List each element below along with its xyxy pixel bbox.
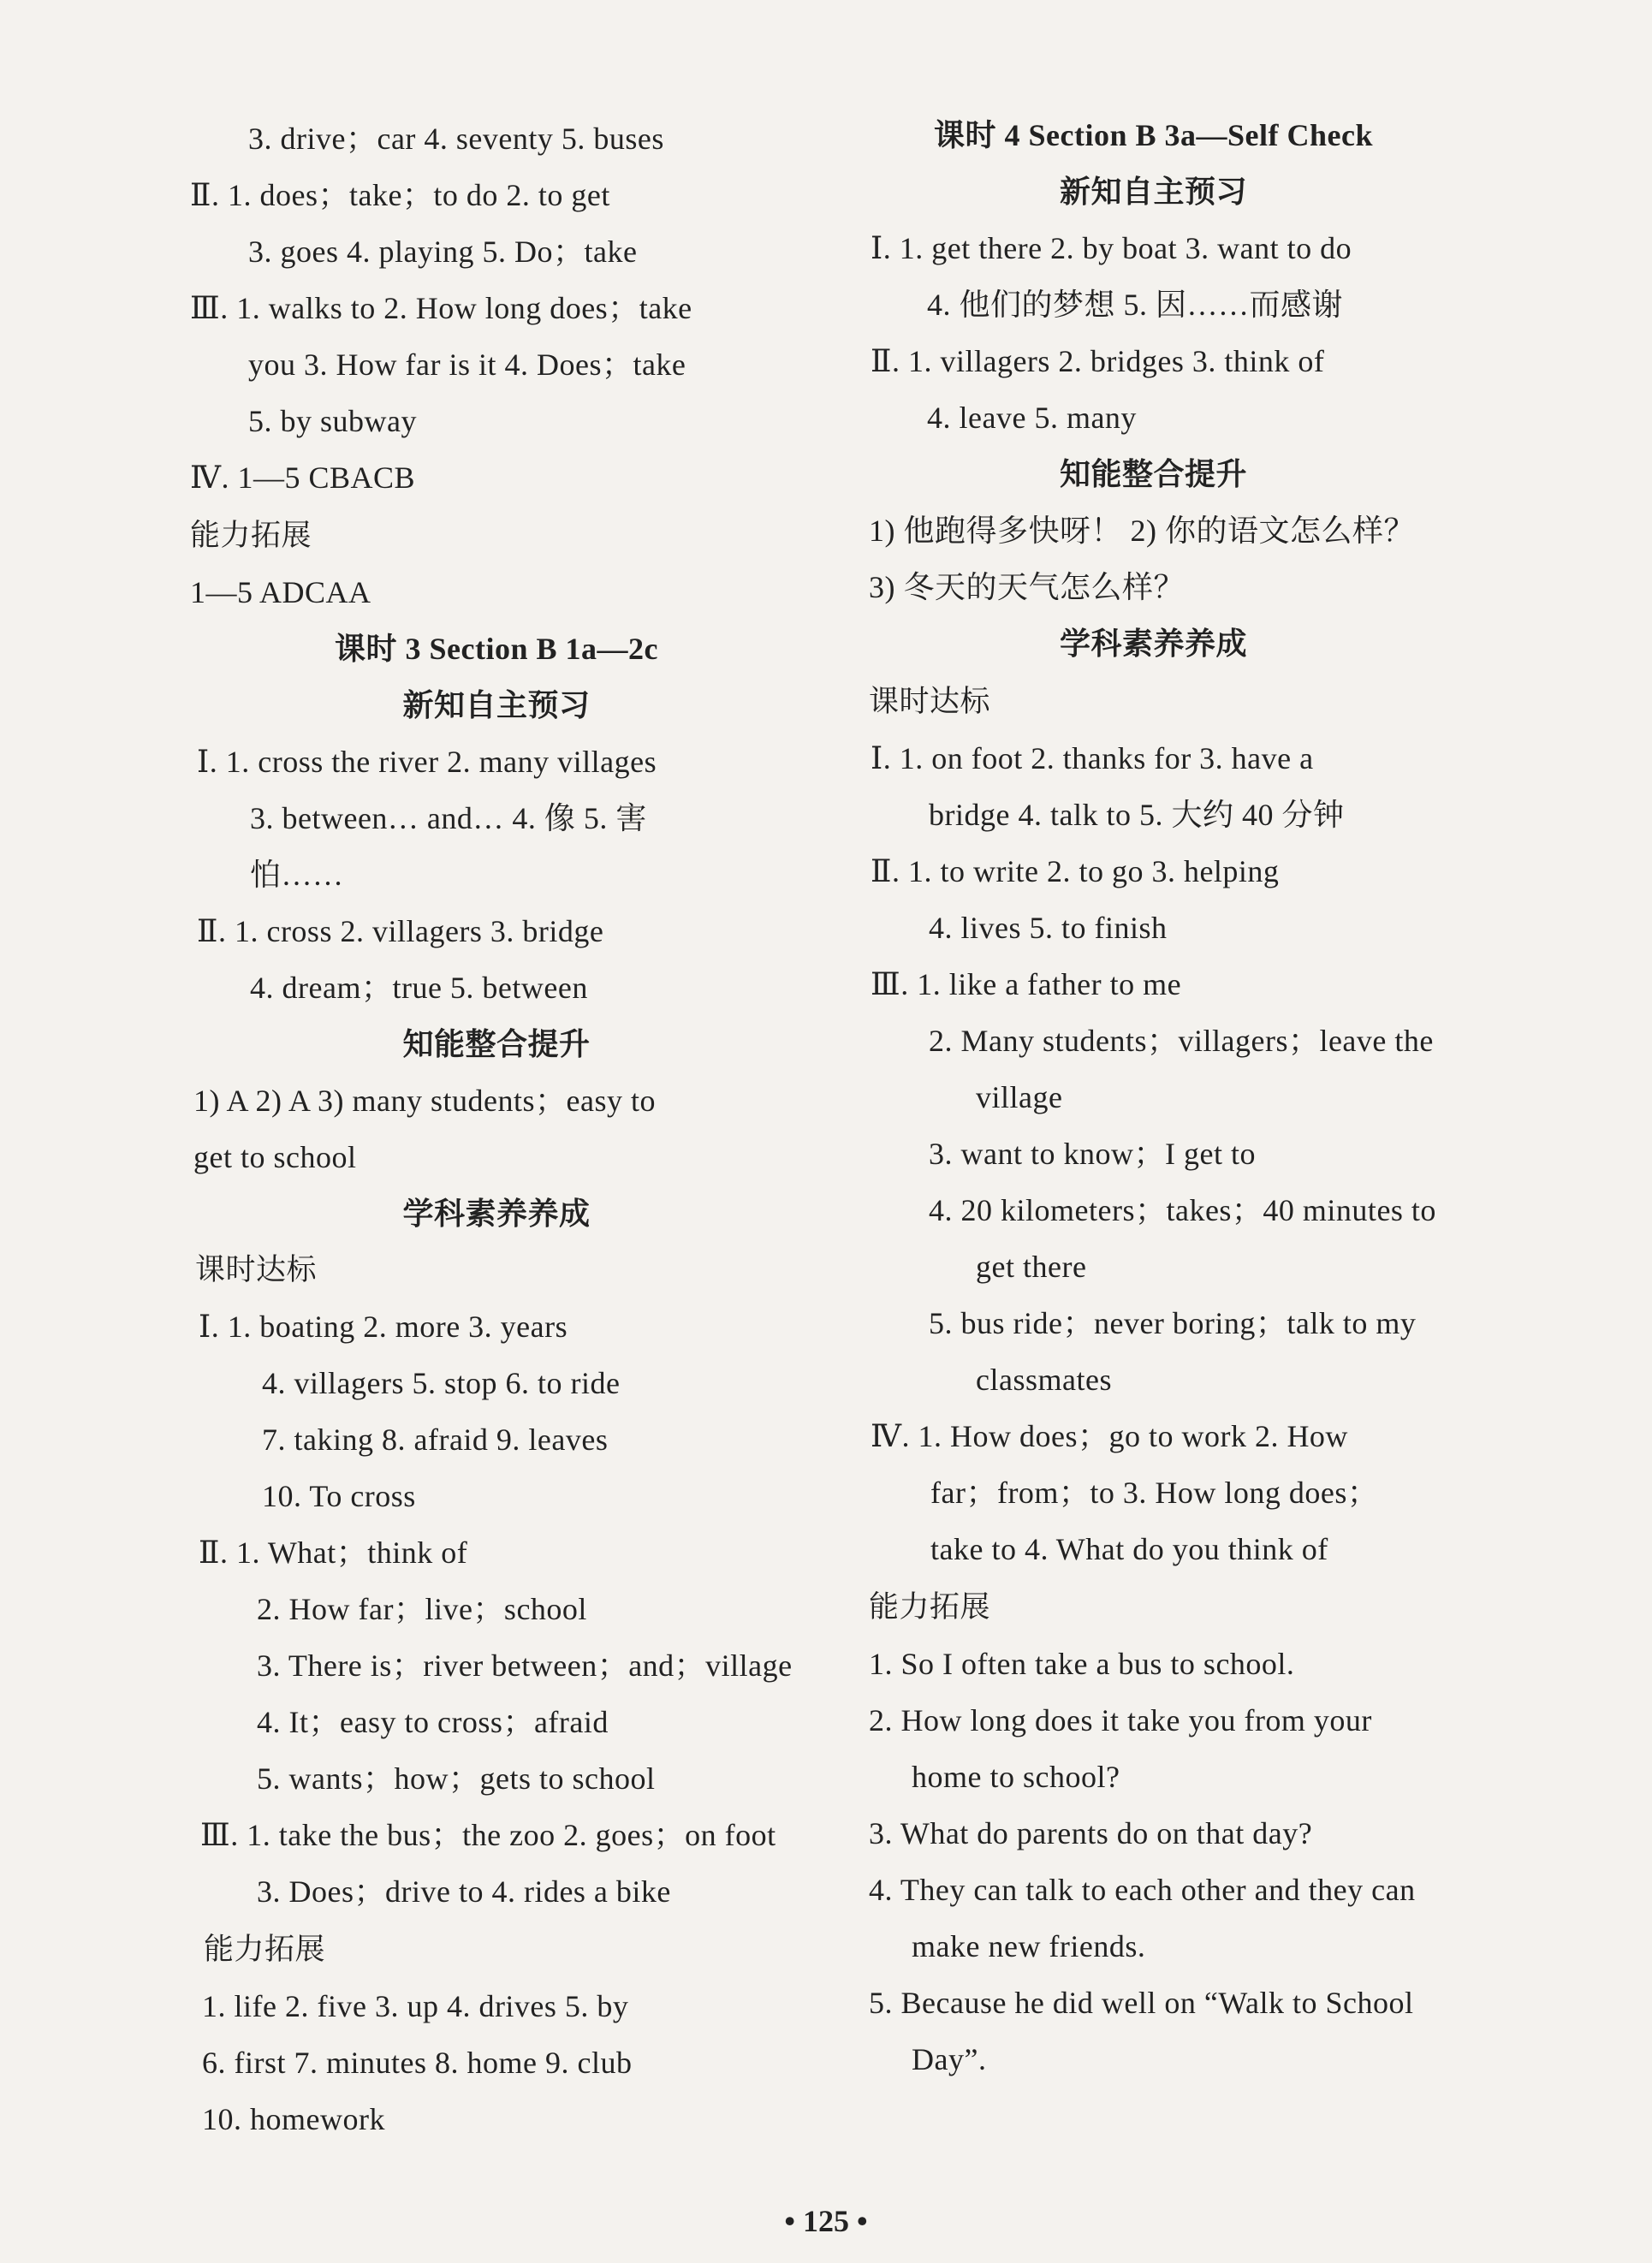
section-label: 能力拓展 bbox=[869, 1590, 991, 1624]
answer-line: far；from；to 3. How long does； bbox=[930, 1476, 1379, 1510]
answer-line: 4. 20 kilometers；takes；40 minutes to bbox=[929, 1193, 1436, 1227]
answer-line: Ⅱ. 1. villagers 2. bridges 3. think of bbox=[871, 344, 1325, 378]
answer-line: 4. villagers 5. stop 6. to ride bbox=[262, 1366, 621, 1400]
section-label: 课时达标 bbox=[195, 1253, 318, 1286]
answer-line: 怕…… bbox=[250, 858, 344, 892]
answer-line: 2. How far；live；school bbox=[257, 1592, 587, 1626]
answer-line: 3. want to know；I get to bbox=[929, 1137, 1256, 1171]
answer-line: 10. To cross bbox=[262, 1479, 416, 1513]
answer-line: Ⅰ. 1. boating 2. more 3. years bbox=[199, 1310, 568, 1344]
answer-line: 3. between… and… 4. 像 5. 害 bbox=[250, 801, 647, 835]
section-label: 能力拓展 bbox=[204, 1933, 326, 1966]
answer-line: 5. by subway bbox=[248, 404, 417, 438]
answer-line: 7. taking 8. afraid 9. leaves bbox=[262, 1423, 609, 1457]
answer-line: 4. leave 5. many bbox=[927, 401, 1137, 435]
answer-line: 3. drive；car 4. seventy 5. buses bbox=[248, 122, 664, 156]
answer-line: Ⅳ. 1. How does；go to work 2. How bbox=[871, 1419, 1348, 1453]
answer-line: 1. So I often take a bus to school. bbox=[869, 1647, 1295, 1681]
answer-line: Ⅱ. 1. to write 2. to go 3. helping bbox=[871, 854, 1280, 888]
answer-line: 3. There is；river between；and；village bbox=[257, 1648, 793, 1683]
answer-line: 3) 冬天的天气怎么样？ bbox=[869, 570, 1185, 604]
answer-line: village bbox=[976, 1080, 1063, 1114]
answer-line: Ⅲ. 1. like a father to me bbox=[871, 967, 1182, 1001]
section-heading: 知能整合提升 bbox=[402, 1027, 591, 1061]
answer-line: Ⅰ. 1. cross the river 2. many villages bbox=[197, 745, 657, 779]
answer-line: 3. What do parents do on that day? bbox=[869, 1816, 1313, 1850]
answer-line: Ⅲ. 1. walks to 2. How long does；take bbox=[190, 291, 692, 325]
answer-line: 10. homework bbox=[202, 2102, 385, 2136]
answer-line: Ⅱ. 1. does；take；to do 2. to get bbox=[190, 178, 610, 212]
section-heading: 课时 4 Section B 3a—Self Check bbox=[934, 118, 1373, 152]
answer-line: 1) A 2) A 3) many students；easy to bbox=[193, 1084, 656, 1118]
answer-line: Ⅳ. 1—5 CBACB bbox=[190, 460, 416, 495]
answer-line: 5. wants；how；gets to school bbox=[257, 1761, 656, 1796]
answer-line: 1. life 2. five 3. up 4. drives 5. by bbox=[202, 1989, 629, 2023]
answer-line: 3. goes 4. playing 5. Do；take bbox=[248, 235, 638, 269]
answer-line: 3. Does；drive to 4. rides a bike bbox=[257, 1874, 671, 1909]
answer-line: 4. It；easy to cross；afraid bbox=[257, 1705, 609, 1739]
answer-line: 5. Because he did well on “Walk to School bbox=[869, 1986, 1414, 2020]
answer-line: 4. dream；true 5. between bbox=[250, 971, 588, 1005]
page-number: • 125 • bbox=[784, 2204, 868, 2238]
answer-line: 6. first 7. minutes 8. home 9. club bbox=[202, 2046, 633, 2080]
answer-line: Ⅱ. 1. cross 2. villagers 3. bridge bbox=[197, 914, 604, 948]
section-heading: 知能整合提升 bbox=[1059, 457, 1247, 491]
answer-line: take to 4. What do you think of bbox=[930, 1532, 1328, 1566]
section-heading: 新知自主预习 bbox=[1059, 175, 1247, 209]
answer-line: make new friends. bbox=[912, 1929, 1146, 1963]
section-heading: 课时 3 Section B 1a—2c bbox=[335, 632, 658, 666]
answer-line: classmates bbox=[976, 1363, 1112, 1397]
section-label: 能力拓展 bbox=[190, 519, 312, 552]
answer-line: 2. Many students；villagers；leave the bbox=[929, 1024, 1434, 1058]
answer-line: 2. How long does it take you from your bbox=[869, 1703, 1372, 1737]
answer-line: bridge 4. talk to 5. 大约 40 分钟 bbox=[929, 798, 1345, 832]
answer-line: 4. They can talk to each other and they can bbox=[869, 1873, 1416, 1907]
answer-line: Ⅲ. 1. take the bus；the zoo 2. goes；on foot bbox=[200, 1818, 776, 1852]
answer-line: Ⅰ. 1. on foot 2. thanks for 3. have a bbox=[871, 741, 1314, 775]
answer-line: Day”. bbox=[912, 2042, 987, 2076]
section-heading: 新知自主预习 bbox=[402, 688, 591, 722]
section-label: 课时达标 bbox=[869, 685, 991, 718]
answer-line: home to school? bbox=[912, 1760, 1120, 1794]
answer-line: 4. 他们的梦想 5. 因……而感谢 bbox=[927, 288, 1344, 322]
answer-line: Ⅱ. 1. What；think of bbox=[199, 1535, 468, 1570]
section-heading: 学科素养养成 bbox=[1059, 627, 1247, 661]
answer-line: you 3. How far is it 4. Does；take bbox=[248, 347, 686, 382]
answer-line: 1) 他跑得多快呀！ 2) 你的语文怎么样？ bbox=[869, 514, 1415, 548]
answer-line: get to school bbox=[193, 1140, 357, 1174]
answer-line: 4. lives 5. to finish bbox=[929, 911, 1168, 945]
section-heading: 学科素养养成 bbox=[402, 1197, 591, 1231]
answer-line: 5. bus ride；never boring；talk to my bbox=[929, 1306, 1417, 1340]
answer-line: get there bbox=[976, 1250, 1087, 1284]
answer-line: Ⅰ. 1. get there 2. by boat 3. want to do bbox=[871, 231, 1352, 265]
answer-line: 1—5 ADCAA bbox=[190, 575, 371, 609]
